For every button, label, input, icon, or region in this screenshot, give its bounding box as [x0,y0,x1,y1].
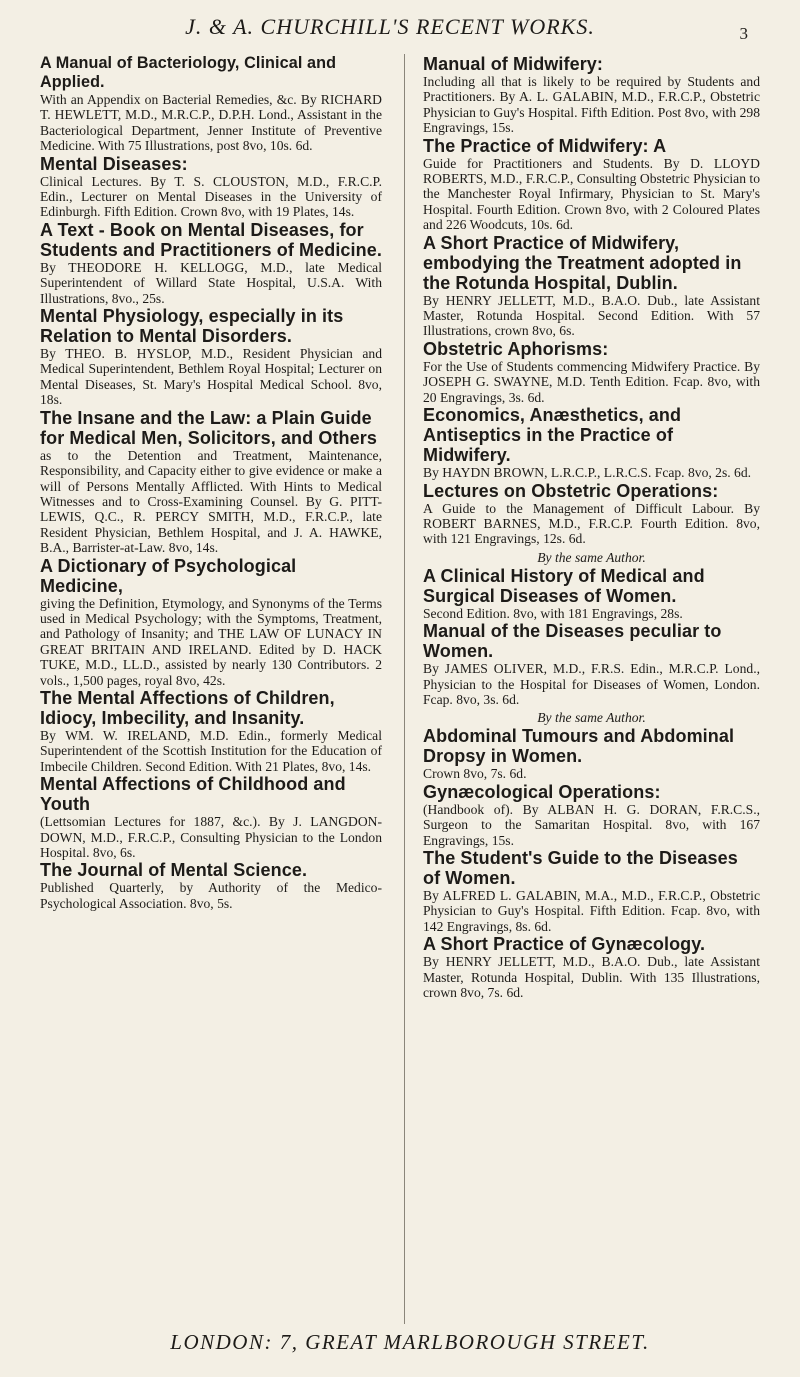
entry-body: (Handbook of). By ALBAN H. G. DORAN, F.R.C.S., Surgeon to the Samaritan Hospital. 8vo, with 167 Engravings, 15s. [423,801,760,848]
catalogue-entry [40,688,382,774]
catalogue-entry [40,54,382,154]
entry-body: Clinical Lectures. By T. S. CLOUSTON, M.D., F.R.C.P. Edin., Lecturer on Mental Diseases in the University of Edinburgh. Fifth Edition. Crown 8vo, with 19 Plates, 14s. [40,173,382,220]
entry-body: giving the Definition, Etymology, and Synonyms of the Terms used in Medical Psychology; with the Symptoms, Treatment, and Pathology of Insanity; and THE LAW OF LUNACY IN GREAT BRITAIN AND IRELAND. Edited by D. HACK TUKE, M.D., LL.D., assisted by nearly 130 Contributors. 2 vols., 1,500 pages, royal 8vo, 42s. [40,595,382,688]
catalogue-entry [423,405,760,480]
publisher-imprint: LONDON: 7, GREAT MARLBOROUGH STREET. [170,1330,650,1354]
catalogue-entry [40,556,382,688]
entry-title: Obstetric Aphorisms: [423,338,609,359]
entry-title: A Manual of Bacteriology, Clinical and Applied. [40,54,337,91]
entry-body: A Guide to the Management of Difficult Labour. By ROBERT BARNES, M.D., F.R.C.P. Fourth Edition. 8vo, with 121 Engravings, 12s. 6d. [423,500,760,547]
entry-body: By HAYDN BROWN, L.R.C.P., L.R.C.S. Fcap. 8vo, 2s. 6d. [423,465,752,481]
catalogue-entry [40,154,382,220]
entry-title: A Short Practice of Gynæcology. [423,934,706,955]
entry-body: For the Use of Students commencing Midwifery Practice. By JOSEPH G. SWAYNE, M.D. Tenth Edition. Fcap. 8vo, with 20 Engravings, 3s. 6d. [423,358,760,405]
catalogue-entry [423,726,760,781]
entry-title: Gynæcological Operations: [423,781,661,802]
entry-body: By THEODORE H. KELLOGG, M.D., late Medical Superintendent of Willard State Hospital, U.S.A. With Illustrations, 8vo., 25s. [40,259,382,306]
catalogue-entry [423,621,760,726]
entry-title: A Clinical History of Medical and Surgical Diseases of Women. [423,565,705,606]
entry-title: The Journal of Mental Science. [40,860,308,881]
entry-body: By HENRY JELLETT, M.D., B.A.O. Dub., late Assistant Master, Rotunda Hospital, Dublin. With 135 Illustrations, crown 8vo, 7s. 6d. [423,954,760,1000]
catalogue-entry [423,136,760,233]
catalogue-entry [40,860,382,911]
entry-title: Economics, Anæsthetics, and Antiseptics in the Practice of Midwifery. [423,405,682,466]
entry-body: With an Appendix on Bacterial Remedies, &c. By RICHARD T. HEWLETT, M.D., M.R.C.P., D.P.H. Lond., Assistant in the Bacteriological Department, Jenner Institute of Preventive Medicine. With 75 Illustrations, post 8vo, 10s. 6d. [40,92,382,154]
entry-title: The Mental Affections of Children, Idiocy, Imbecility, and Insanity. [40,687,335,728]
entry-title: Mental Affections of Childhood and Youth [40,774,346,815]
entry-body: By WM. W. IRELAND, M.D. Edin., formerly Medical Superintendent of the Scottish Institution for the Education of Imbecile Children. Second Edition. With 21 Plates, 8vo, 14s. [40,727,382,774]
entry-body: By HENRY JELLETT, M.D., B.A.O. Dub., late Assistant Master, Rotunda Hospital. Second Edition. With 57 Illustrations, crown 8vo, 6s. [423,292,760,339]
catalogue-entry [423,934,760,1000]
entry-title: Lectures on Obstetric Operations: [423,480,719,501]
entry-body: Guide for Practitioners and Students. By D. LLOYD ROBERTS, M.D., F.R.C.P., Consulting Obstetric Physician to the Manchester Royal Infirmary, Physician to St. Mary's Hospital. Fourth Edition. Crown 8vo, with 2 Coloured Plates and 226 Woodcuts, 10s. 6d. [423,155,760,233]
page-number: 3 [739,24,748,43]
entry-body: Published Quarterly, by Authority of the Medico-Psychological Association. 8vo, 5s. [40,880,382,911]
same-author-note: By the same Author. [537,710,646,726]
catalogue-entry [423,848,760,934]
entry-title: A Short Practice of Midwifery, embodying the Treatment adopted in the Rotunda Hospital, Dublin. [423,232,742,293]
entry-title: Manual of the Diseases peculiar to Women. [423,621,722,662]
entry-body: Including all that is likely to be required by Students and Practitioners. By A. L. GALABIN, M.D., F.R.C.P., Obstetric Physician to Guy's Hospital. Fifth Edition. Post 8vo, with 298 Engravings, 15s. [423,74,760,136]
entry-body: (Lettsomian Lectures for 1887, &c.). By J. LANGDON-DOWN, M.D., F.R.C.P., Consulting Physician to the London Hospital. 8vo, 6s. [40,814,382,860]
entry-title: A Dictionary of Psychological Medicine, [40,555,297,596]
catalogue-entry [40,306,382,408]
entry-title: Mental Diseases: [40,153,188,174]
entry-title: A Text - Book on Mental Diseases, for Students and Practitioners of Medicine. [40,219,382,260]
catalogue-entry [40,220,382,306]
catalogue-entry [423,339,760,405]
catalogue-entry [423,566,760,621]
entry-title: The Student's Guide to the Diseases of Women. [423,847,738,888]
entry-body: Second Edition. 8vo, with 181 Engravings, 28s. [423,605,683,621]
entry-title: The Insane and the Law: a Plain Guide for Medical Men, Solicitors, and Others [40,407,377,448]
catalogue-entry [423,233,760,339]
catalogue-entry [40,774,382,860]
entry-body: By ALFRED L. GALABIN, M.A., M.D., F.R.C.P., Obstetric Physician to Guy's Hospital. Fifth Edition. Fcap. 8vo, with 142 Engravings, 8s. 6d. [423,887,760,934]
entry-title: Abdominal Tumours and Abdominal Dropsy in Women. [423,726,735,767]
entry-body: Crown 8vo, 7s. 6d. [423,766,527,782]
right-column [405,54,770,1324]
same-author-note: By the same Author. [537,549,646,565]
running-head: J. & A. CHURCHILL'S RECENT WORKS. [185,14,595,39]
entry-title: Mental Physiology, especially in its Relation to Mental Disorders. [40,306,344,347]
catalogue-entry [423,782,760,848]
catalogue-entry [423,54,760,136]
entry-title: Manual of Midwifery: [423,54,604,74]
entry-title: The Practice of Midwifery: A [423,135,667,156]
entry-body: By JAMES OLIVER, M.D., F.R.S. Edin., M.R.C.P. Lond., Physician to the Hospital for Diseases of Women, London. Fcap. 8vo, 3s. 6d. [423,661,760,707]
catalogue-entry [423,481,760,566]
entry-body: By THEO. B. HYSLOP, M.D., Resident Physician and Medical Superintendent, Bethlem Royal Hospital; Lecturer on Mental Diseases, St. Mary's Hospital Medical School. 8vo, 18s. [40,346,382,408]
catalogue-entry [40,408,382,556]
left-column [40,54,405,1324]
entry-body: as to the Detention and Treatment, Maintenance, Responsibility, and Capacity either to give evidence or make a will of Persons Mentally Afflicted. With Hints to Medical Witnesses and to Cross-Examining Counsel. By G. PITT-LEWIS, Q.C., R. PERCY SMITH, M.D., F.R.C.P., late Resident Physician, Bethlem Hospital, and J. A. HAWKE, B.A., Barrister-at-Law. 8vo, 14s. [40,447,382,556]
catalogue-columns [40,54,770,1324]
